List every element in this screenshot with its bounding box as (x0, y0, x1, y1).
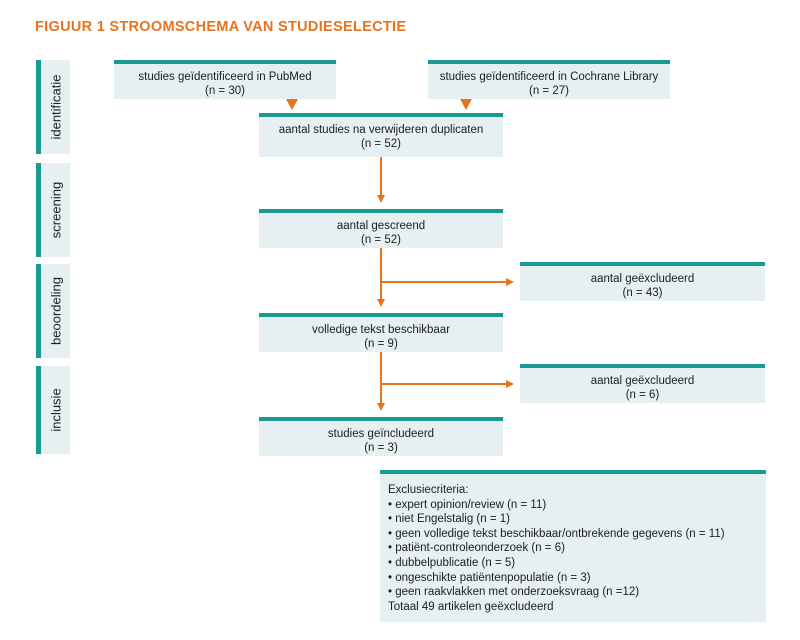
stage-label: identificatie (48, 74, 63, 140)
exclusion-criteria-box (380, 470, 766, 622)
list-item: • expert opinion/review (n = 11) (388, 498, 547, 511)
list-item: • patiënt-controleonderzoek (n = 6) (388, 542, 565, 555)
box-label: volledige tekst beschikbaar (311, 324, 451, 336)
list-item: • ongeschikte patiëntenpopulatie (n = 3) (388, 571, 591, 584)
list-item: • niet Engelstalig (n = 1) (388, 513, 510, 526)
box-label: aantal geëxcludeerd (590, 273, 695, 285)
box-label: studies geïncludeerd (327, 428, 435, 440)
box-label: studies geïdentificeerd in PubMed (138, 71, 312, 83)
box-included (259, 417, 503, 456)
list-item: • dubbelpublicatie (n = 5) (388, 556, 516, 569)
box-count: (n = 27) (529, 85, 569, 97)
box-label: aantal studies na verwijderen duplicaten (278, 124, 484, 136)
list-item: • geen volledige tekst beschikbaar/ontbrekende gegevens (n = 11) (388, 527, 725, 540)
list-item: • geen raakvlakken met onderzoeksvraag (n =12) (388, 586, 640, 599)
box-cochrane (428, 60, 670, 99)
stage-label: inclusie (48, 388, 63, 432)
box-label: aantal geëxcludeerd (590, 375, 695, 387)
box-count: (n = 9) (364, 338, 398, 350)
box-pubmed (114, 60, 336, 99)
box-count: (n = 52) (361, 138, 401, 150)
exclusion-total: Totaal 49 artikelen geëxcludeerd (388, 600, 554, 613)
exclusion-heading: Exclusiecriteria: (388, 484, 469, 496)
box-excluded-2 (520, 364, 765, 403)
box-count: (n = 30) (205, 85, 245, 97)
figure-title: FIGUUR 1 STROOMSCHEMA VAN STUDIESELECTIE (35, 19, 407, 35)
stage-label: screening (48, 181, 63, 239)
box-deduplicated (259, 113, 503, 157)
box-count: (n = 52) (361, 234, 401, 246)
box-fulltext (259, 313, 503, 352)
box-count: (n = 3) (364, 442, 398, 454)
arrow-cochrane (460, 99, 472, 110)
stage-label: beoordeling (48, 277, 63, 345)
box-label: studies geïdentificeerd in Cochrane Library (439, 71, 659, 83)
box-excluded-1 (520, 262, 765, 301)
arrow-pubmed (286, 99, 298, 110)
exclusion-list (388, 498, 766, 600)
box-screened (259, 209, 503, 248)
box-count: (n = 6) (625, 389, 660, 401)
box-count: (n = 43) (622, 287, 663, 299)
box-label: aantal gescreend (336, 220, 426, 232)
